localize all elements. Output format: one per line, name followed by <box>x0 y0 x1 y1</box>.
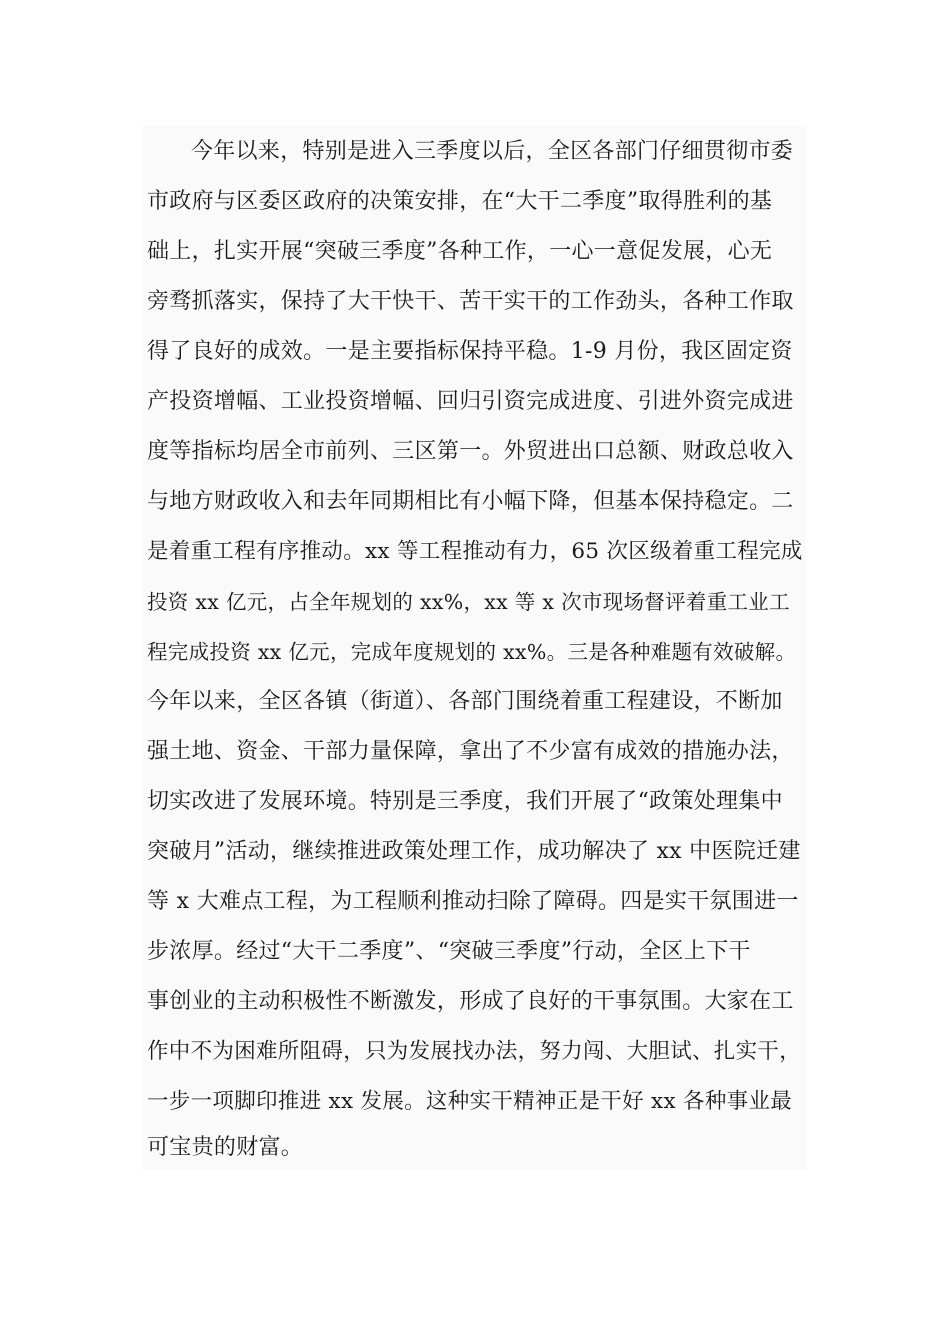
paragraph-line: 等 x 大难点工程，为工程顺利推动扫除了障碍。四是实干氛围进一 <box>147 889 799 914</box>
paragraph-line: 突破月”活动，继续推进政策处理工作，成功解决了 xx 中医院迁建 <box>147 839 801 864</box>
paragraph-line: 可宝贵的财富。 <box>147 1135 304 1160</box>
paragraph-line: 是着重工程有序推动。xx 等工程推动有力，65 次区级着重工程完成 <box>147 539 803 564</box>
paragraph-line: 事创业的主动积极性不断激发，形成了良好的干事氛围。大家在工 <box>147 989 794 1014</box>
paragraph-line: 度等指标均居全市前列、三区第一。外贸进出口总额、财政总收入 <box>147 439 794 464</box>
paragraph-line: 今年以来，特别是进入三季度以后，全区各部门仔细贯彻市委 <box>191 139 794 164</box>
paragraph-line: 市政府与区委区政府的决策安排，在“大干二季度”取得胜利的基 <box>147 189 773 214</box>
paragraph-line: 与地方财政收入和去年同期相比有小幅下降，但基本保持稳定。二 <box>147 489 794 514</box>
paragraph-line: 步浓厚。经过“大干二季度”、“突破三季度”行动，全区上下干 <box>147 939 751 964</box>
paragraph-line: 强土地、资金、干部力量保障，拿出了不少富有成效的措施办法， <box>147 739 794 764</box>
paragraph-line: 投资 xx 亿元，占全年规划的 xx%，xx 等 x 次市现场督评着重工业工 <box>147 590 790 614</box>
paragraph-line: 一步一项脚印推进 xx 发展。这种实干精神正是干好 xx 各种事业最 <box>147 1089 793 1114</box>
paragraph-line: 今年以来，全区各镇（街道）、各部门围绕着重工程建设，不断加 <box>147 689 783 714</box>
paragraph-line: 作中不为困难所阻碍，只为发展找办法，努力闯、大胆试、扎实干， <box>147 1039 802 1064</box>
paragraph-line: 切实改进了发展环境。特别是三季度，我们开展了“政策处理集中 <box>147 789 783 814</box>
paragraph-line: 础上，扎实开展“突破三季度”各种工作，一心一意促发展，心无 <box>147 239 773 264</box>
paragraph-line: 得了良好的成效。一是主要指标保持平稳。1-9 月份，我区固定资 <box>147 339 793 364</box>
paragraph-line: 产投资增幅、工业投资增幅、回归引资完成进度、引进外资完成进 <box>147 389 794 414</box>
paragraph-line: 旁骛抓落实，保持了大干快干、苦干实干的工作劲头，各种工作取 <box>147 289 794 314</box>
body-paragraph <box>143 125 806 1170</box>
paragraph-line: 程完成投资 xx 亿元，完成年度规划的 xx%。三是各种难题有效破解。 <box>147 640 797 664</box>
